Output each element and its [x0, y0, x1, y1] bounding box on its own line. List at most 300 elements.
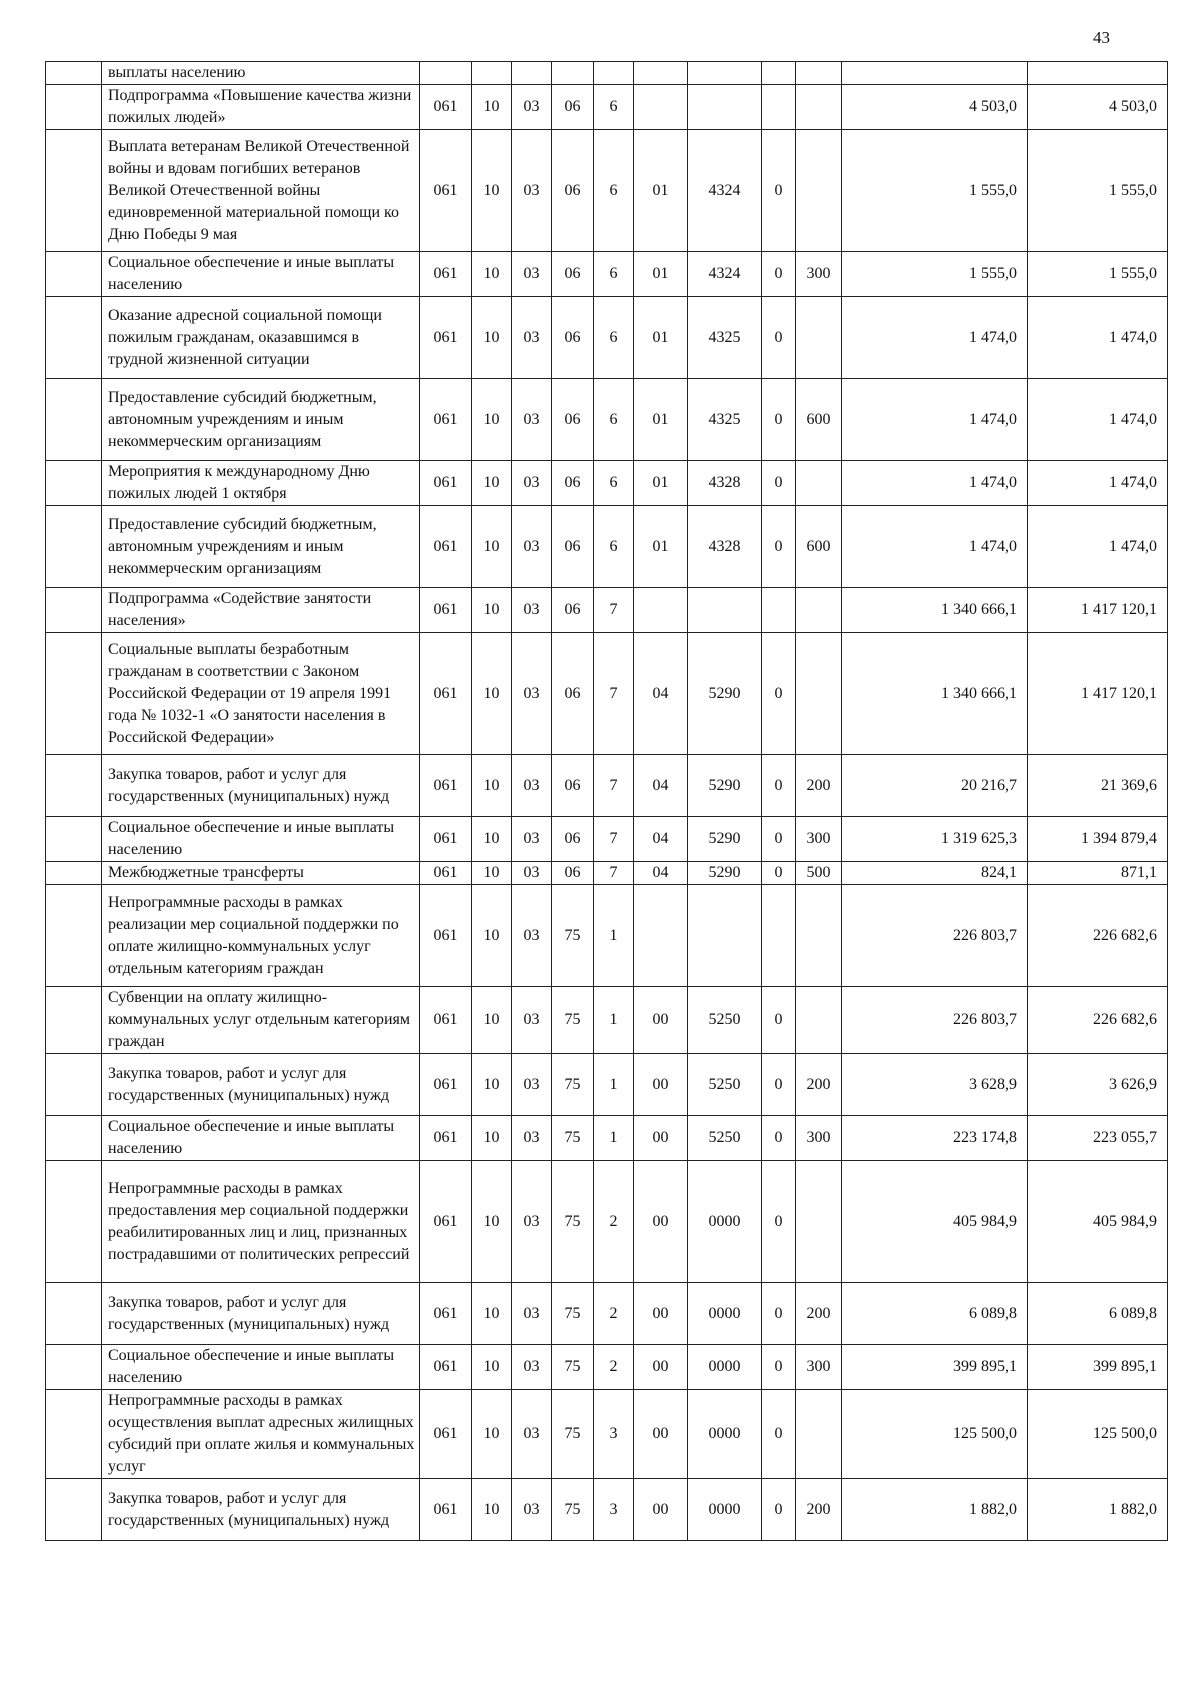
- subprogram-code: 7: [594, 817, 634, 862]
- table-row: [46, 506, 1168, 588]
- direction-code: 5250: [688, 987, 762, 1054]
- variant-code: 0: [762, 379, 796, 461]
- section-code: 10: [472, 1479, 512, 1541]
- direction-code: 0000: [688, 1390, 762, 1479]
- program-code: 75: [552, 1390, 594, 1479]
- program-code: 06: [552, 755, 594, 817]
- program-code: 06: [552, 252, 594, 297]
- row-blank-cell: [46, 1161, 102, 1283]
- amount-year-2: 1 394 879,4: [1028, 817, 1168, 862]
- expense-type-code: 200: [796, 1479, 842, 1541]
- activity-code: 04: [634, 633, 688, 755]
- direction-code: [688, 885, 762, 987]
- expense-type-code: 200: [796, 1283, 842, 1345]
- program-code: 75: [552, 1116, 594, 1161]
- amount-year-2: 6 089,8: [1028, 1283, 1168, 1345]
- row-blank-cell: [46, 130, 102, 252]
- ministry-code: 061: [420, 862, 472, 885]
- amount-year-1: 1 555,0: [842, 130, 1028, 252]
- subsection-code: 03: [512, 85, 552, 130]
- direction-code: 5250: [688, 1116, 762, 1161]
- row-description: Социальное обеспечение и иные выплаты населению: [102, 252, 420, 297]
- row-description: Оказание адресной социальной помощи пожилым гражданам, оказавшимся в трудной жизненной ситуации: [102, 297, 420, 379]
- ministry-code: 061: [420, 1116, 472, 1161]
- subsection-code: 03: [512, 1479, 552, 1541]
- direction-code: [688, 62, 762, 85]
- row-blank-cell: [46, 633, 102, 755]
- activity-code: 01: [634, 506, 688, 588]
- variant-code: 0: [762, 1054, 796, 1116]
- section-code: 10: [472, 588, 512, 633]
- direction-code: 5290: [688, 755, 762, 817]
- direction-code: 4325: [688, 379, 762, 461]
- subprogram-code: 1: [594, 1054, 634, 1116]
- subsection-code: 03: [512, 633, 552, 755]
- amount-year-2: 1 417 120,1: [1028, 588, 1168, 633]
- subsection-code: 03: [512, 987, 552, 1054]
- amount-year-1: 1 555,0: [842, 252, 1028, 297]
- activity-code: [634, 62, 688, 85]
- amount-year-2: [1028, 62, 1168, 85]
- ministry-code: 061: [420, 130, 472, 252]
- amount-year-2: 405 984,9: [1028, 1161, 1168, 1283]
- direction-code: 0000: [688, 1479, 762, 1541]
- amount-year-2: 1 417 120,1: [1028, 633, 1168, 755]
- row-description: Социальное обеспечение и иные выплаты населению: [102, 1345, 420, 1390]
- program-code: 75: [552, 1479, 594, 1541]
- amount-year-1: 20 216,7: [842, 755, 1028, 817]
- section-code: 10: [472, 1116, 512, 1161]
- section-code: 10: [472, 1390, 512, 1479]
- table-row: [46, 461, 1168, 506]
- subprogram-code: 1: [594, 987, 634, 1054]
- section-code: 10: [472, 506, 512, 588]
- row-blank-cell: [46, 252, 102, 297]
- amount-year-1: 399 895,1: [842, 1345, 1028, 1390]
- table-row: [46, 885, 1168, 987]
- program-code: 75: [552, 1161, 594, 1283]
- activity-code: 00: [634, 1116, 688, 1161]
- row-blank-cell: [46, 817, 102, 862]
- activity-code: 00: [634, 1390, 688, 1479]
- expense-type-code: 200: [796, 1054, 842, 1116]
- ministry-code: 061: [420, 1054, 472, 1116]
- subprogram-code: 3: [594, 1479, 634, 1541]
- ministry-code: 061: [420, 252, 472, 297]
- ministry-code: 061: [420, 85, 472, 130]
- amount-year-1: [842, 62, 1028, 85]
- amount-year-2: 1 882,0: [1028, 1479, 1168, 1541]
- table-row: [46, 252, 1168, 297]
- expense-type-code: [796, 85, 842, 130]
- amount-year-1: 3 628,9: [842, 1054, 1028, 1116]
- subprogram-code: 6: [594, 297, 634, 379]
- table-row: [46, 817, 1168, 862]
- section-code: 10: [472, 1345, 512, 1390]
- ministry-code: 061: [420, 755, 472, 817]
- activity-code: 00: [634, 1345, 688, 1390]
- table-row: [46, 755, 1168, 817]
- row-blank-cell: [46, 1390, 102, 1479]
- amount-year-2: 1 474,0: [1028, 297, 1168, 379]
- amount-year-1: 4 503,0: [842, 85, 1028, 130]
- section-code: 10: [472, 379, 512, 461]
- subprogram-code: 3: [594, 1390, 634, 1479]
- ministry-code: 061: [420, 817, 472, 862]
- program-code: 06: [552, 588, 594, 633]
- amount-year-2: 1 555,0: [1028, 252, 1168, 297]
- section-code: 10: [472, 885, 512, 987]
- subsection-code: 03: [512, 1283, 552, 1345]
- section-code: 10: [472, 817, 512, 862]
- amount-year-1: 405 984,9: [842, 1161, 1028, 1283]
- row-description: Закупка товаров, работ и услуг для государственных (муниципальных) нужд: [102, 1479, 420, 1541]
- variant-code: 0: [762, 817, 796, 862]
- direction-code: 5290: [688, 862, 762, 885]
- variant-code: 0: [762, 1345, 796, 1390]
- program-code: 06: [552, 461, 594, 506]
- amount-year-1: 824,1: [842, 862, 1028, 885]
- activity-code: [634, 85, 688, 130]
- ministry-code: 061: [420, 506, 472, 588]
- amount-year-1: 226 803,7: [842, 885, 1028, 987]
- activity-code: 04: [634, 817, 688, 862]
- table-row: [46, 62, 1168, 85]
- amount-year-1: 125 500,0: [842, 1390, 1028, 1479]
- subsection-code: 03: [512, 506, 552, 588]
- table-row: [46, 379, 1168, 461]
- direction-code: 5250: [688, 1054, 762, 1116]
- subsection-code: 03: [512, 755, 552, 817]
- ministry-code: 061: [420, 885, 472, 987]
- amount-year-1: 1 319 625,3: [842, 817, 1028, 862]
- expense-type-code: 300: [796, 1345, 842, 1390]
- row-blank-cell: [46, 1054, 102, 1116]
- amount-year-2: 1 474,0: [1028, 379, 1168, 461]
- subprogram-code: 7: [594, 633, 634, 755]
- program-code: 06: [552, 633, 594, 755]
- variant-code: 0: [762, 755, 796, 817]
- amount-year-2: 223 055,7: [1028, 1116, 1168, 1161]
- amount-year-1: 1 474,0: [842, 461, 1028, 506]
- section-code: 10: [472, 252, 512, 297]
- row-description: Социальное обеспечение и иные выплаты населению: [102, 817, 420, 862]
- row-blank-cell: [46, 588, 102, 633]
- program-code: 75: [552, 1283, 594, 1345]
- section-code: 10: [472, 297, 512, 379]
- row-blank-cell: [46, 1283, 102, 1345]
- amount-year-1: 1 340 666,1: [842, 588, 1028, 633]
- direction-code: 0000: [688, 1345, 762, 1390]
- expense-type-code: [796, 1390, 842, 1479]
- variant-code: [762, 885, 796, 987]
- variant-code: [762, 85, 796, 130]
- section-code: 10: [472, 1161, 512, 1283]
- section-code: 10: [472, 1283, 512, 1345]
- row-description: Закупка товаров, работ и услуг для государственных (муниципальных) нужд: [102, 1054, 420, 1116]
- activity-code: 01: [634, 461, 688, 506]
- expense-type-code: 500: [796, 862, 842, 885]
- subsection-code: 03: [512, 461, 552, 506]
- direction-code: 0000: [688, 1161, 762, 1283]
- table-row: [46, 987, 1168, 1054]
- ministry-code: 061: [420, 1283, 472, 1345]
- amount-year-1: 226 803,7: [842, 987, 1028, 1054]
- subsection-code: 03: [512, 1390, 552, 1479]
- table-row: [46, 1345, 1168, 1390]
- subsection-code: 03: [512, 297, 552, 379]
- direction-code: [688, 588, 762, 633]
- amount-year-2: 399 895,1: [1028, 1345, 1168, 1390]
- row-blank-cell: [46, 1345, 102, 1390]
- section-code: 10: [472, 130, 512, 252]
- program-code: 06: [552, 862, 594, 885]
- activity-code: 00: [634, 1161, 688, 1283]
- row-description: Выплата ветеранам Великой Отечественной войны и вдовам погибших ветеранов Великой Отечественной войны единовременной материальной помощи ко Дню Победы 9 мая: [102, 130, 420, 252]
- row-blank-cell: [46, 506, 102, 588]
- amount-year-2: 3 626,9: [1028, 1054, 1168, 1116]
- activity-code: 00: [634, 987, 688, 1054]
- variant-code: [762, 588, 796, 633]
- activity-code: [634, 588, 688, 633]
- expense-type-code: 200: [796, 755, 842, 817]
- direction-code: 0000: [688, 1283, 762, 1345]
- row-blank-cell: [46, 862, 102, 885]
- budget-table: [45, 61, 1168, 1541]
- table-body: [46, 62, 1168, 1541]
- row-description: Предоставление субсидий бюджетным, автономным учреждениям и иным некоммерческим организациям: [102, 506, 420, 588]
- program-code: 06: [552, 506, 594, 588]
- subsection-code: 03: [512, 252, 552, 297]
- row-description: Межбюджетные трансферты: [102, 862, 420, 885]
- amount-year-1: 1 474,0: [842, 506, 1028, 588]
- variant-code: 0: [762, 1116, 796, 1161]
- variant-code: 0: [762, 1161, 796, 1283]
- amount-year-2: 226 682,6: [1028, 885, 1168, 987]
- program-code: 75: [552, 987, 594, 1054]
- section-code: 10: [472, 461, 512, 506]
- table-row: [46, 1283, 1168, 1345]
- section-code: 10: [472, 1054, 512, 1116]
- variant-code: 0: [762, 252, 796, 297]
- program-code: 06: [552, 130, 594, 252]
- row-description: Социальное обеспечение и иные выплаты населению: [102, 1116, 420, 1161]
- program-code: [552, 62, 594, 85]
- program-code: 75: [552, 1345, 594, 1390]
- subsection-code: 03: [512, 817, 552, 862]
- expense-type-code: [796, 130, 842, 252]
- ministry-code: 061: [420, 588, 472, 633]
- subsection-code: 03: [512, 1161, 552, 1283]
- ministry-code: 061: [420, 297, 472, 379]
- activity-code: 00: [634, 1054, 688, 1116]
- variant-code: 0: [762, 1283, 796, 1345]
- row-blank-cell: [46, 1479, 102, 1541]
- activity-code: 00: [634, 1479, 688, 1541]
- subprogram-code: [594, 62, 634, 85]
- variant-code: 0: [762, 987, 796, 1054]
- row-blank-cell: [46, 885, 102, 987]
- expense-type-code: [796, 1161, 842, 1283]
- variant-code: 0: [762, 633, 796, 755]
- amount-year-1: 1 474,0: [842, 379, 1028, 461]
- subprogram-code: 1: [594, 1116, 634, 1161]
- variant-code: 0: [762, 297, 796, 379]
- subsection-code: 03: [512, 379, 552, 461]
- table-row: [46, 1479, 1168, 1541]
- ministry-code: 061: [420, 461, 472, 506]
- table-row: [46, 1390, 1168, 1479]
- subprogram-code: 6: [594, 130, 634, 252]
- expense-type-code: [796, 588, 842, 633]
- table-row: [46, 1161, 1168, 1283]
- expense-type-code: [796, 461, 842, 506]
- subprogram-code: 6: [594, 461, 634, 506]
- row-description: Непрограммные расходы в рамках осуществления выплат адресных жилищных субсидий при оплате жилья и коммунальных услуг: [102, 1390, 420, 1479]
- program-code: 06: [552, 297, 594, 379]
- row-description: Подпрограмма «Содействие занятости населения»: [102, 588, 420, 633]
- expense-type-code: [796, 987, 842, 1054]
- ministry-code: 061: [420, 379, 472, 461]
- row-description: Непрограммные расходы в рамках реализации мер социальной поддержки по оплате жилищно-коммунальных услуг отдельным категориям граждан: [102, 885, 420, 987]
- amount-year-2: 1 474,0: [1028, 506, 1168, 588]
- section-code: [472, 62, 512, 85]
- direction-code: 4324: [688, 130, 762, 252]
- table-row: [46, 633, 1168, 755]
- row-blank-cell: [46, 62, 102, 85]
- program-code: 75: [552, 885, 594, 987]
- ministry-code: 061: [420, 1390, 472, 1479]
- table-row: [46, 297, 1168, 379]
- activity-code: 01: [634, 379, 688, 461]
- activity-code: 01: [634, 130, 688, 252]
- row-blank-cell: [46, 755, 102, 817]
- table-row: [46, 85, 1168, 130]
- subsection-code: 03: [512, 130, 552, 252]
- subprogram-code: 7: [594, 862, 634, 885]
- ministry-code: 061: [420, 1479, 472, 1541]
- row-description: выплаты населению: [102, 62, 420, 85]
- row-description: Социальные выплаты безработным гражданам в соответствии с Законом Российской Федерации от 19 апреля 1991 года № 1032-1 «О занятости населения в Российской Федерации»: [102, 633, 420, 755]
- row-blank-cell: [46, 379, 102, 461]
- subprogram-code: 6: [594, 252, 634, 297]
- row-description: Субвенции на оплату жилищно-коммунальных услуг отдельным категориям граждан: [102, 987, 420, 1054]
- row-blank-cell: [46, 297, 102, 379]
- row-blank-cell: [46, 987, 102, 1054]
- subprogram-code: 6: [594, 85, 634, 130]
- amount-year-1: 1 340 666,1: [842, 633, 1028, 755]
- direction-code: 4328: [688, 461, 762, 506]
- subsection-code: 03: [512, 588, 552, 633]
- subsection-code: 03: [512, 1116, 552, 1161]
- expense-type-code: [796, 297, 842, 379]
- activity-code: 01: [634, 252, 688, 297]
- subprogram-code: 2: [594, 1161, 634, 1283]
- subprogram-code: 2: [594, 1345, 634, 1390]
- expense-type-code: [796, 62, 842, 85]
- activity-code: 00: [634, 1283, 688, 1345]
- direction-code: [688, 85, 762, 130]
- subprogram-code: 1: [594, 885, 634, 987]
- activity-code: [634, 885, 688, 987]
- row-description: Закупка товаров, работ и услуг для государственных (муниципальных) нужд: [102, 1283, 420, 1345]
- table-row: [46, 862, 1168, 885]
- amount-year-2: 226 682,6: [1028, 987, 1168, 1054]
- expense-type-code: 300: [796, 817, 842, 862]
- direction-code: 4328: [688, 506, 762, 588]
- direction-code: 5290: [688, 817, 762, 862]
- section-code: 10: [472, 633, 512, 755]
- variant-code: 0: [762, 862, 796, 885]
- subprogram-code: 2: [594, 1283, 634, 1345]
- program-code: 06: [552, 379, 594, 461]
- expense-type-code: [796, 885, 842, 987]
- row-description: Закупка товаров, работ и услуг для государственных (муниципальных) нужд: [102, 755, 420, 817]
- expense-type-code: 600: [796, 379, 842, 461]
- row-description: Предоставление субсидий бюджетным, автономным учреждениям и иным некоммерческим организациям: [102, 379, 420, 461]
- page-number: 43: [1093, 28, 1110, 47]
- activity-code: 01: [634, 297, 688, 379]
- program-code: 06: [552, 817, 594, 862]
- subsection-code: 03: [512, 862, 552, 885]
- variant-code: 0: [762, 1390, 796, 1479]
- expense-type-code: 300: [796, 1116, 842, 1161]
- amount-year-2: 1 555,0: [1028, 130, 1168, 252]
- subprogram-code: 6: [594, 379, 634, 461]
- activity-code: 04: [634, 862, 688, 885]
- amount-year-1: 1 474,0: [842, 297, 1028, 379]
- section-code: 10: [472, 987, 512, 1054]
- row-blank-cell: [46, 1116, 102, 1161]
- ministry-code: 061: [420, 1345, 472, 1390]
- direction-code: 4324: [688, 252, 762, 297]
- row-blank-cell: [46, 461, 102, 506]
- amount-year-1: 6 089,8: [842, 1283, 1028, 1345]
- program-code: 75: [552, 1054, 594, 1116]
- ministry-code: [420, 62, 472, 85]
- direction-code: 5290: [688, 633, 762, 755]
- program-code: 06: [552, 85, 594, 130]
- section-code: 10: [472, 85, 512, 130]
- amount-year-2: 125 500,0: [1028, 1390, 1168, 1479]
- table-row: [46, 1054, 1168, 1116]
- variant-code: 0: [762, 506, 796, 588]
- table-row: [46, 588, 1168, 633]
- subprogram-code: 7: [594, 755, 634, 817]
- expense-type-code: 300: [796, 252, 842, 297]
- section-code: 10: [472, 755, 512, 817]
- amount-year-2: 21 369,6: [1028, 755, 1168, 817]
- subprogram-code: 7: [594, 588, 634, 633]
- amount-year-2: 1 474,0: [1028, 461, 1168, 506]
- subsection-code: [512, 62, 552, 85]
- variant-code: [762, 62, 796, 85]
- row-description: Подпрограмма «Повышение качества жизни пожилых людей»: [102, 85, 420, 130]
- row-blank-cell: [46, 85, 102, 130]
- table-row: [46, 1116, 1168, 1161]
- activity-code: 04: [634, 755, 688, 817]
- variant-code: 0: [762, 461, 796, 506]
- amount-year-2: 871,1: [1028, 862, 1168, 885]
- row-description: Непрограммные расходы в рамках предоставления мер социальной поддержки реабилитированных лиц и лиц, признанных пострадавшими от политических репрессий: [102, 1161, 420, 1283]
- subprogram-code: 6: [594, 506, 634, 588]
- subsection-code: 03: [512, 1054, 552, 1116]
- subsection-code: 03: [512, 1345, 552, 1390]
- subsection-code: 03: [512, 885, 552, 987]
- amount-year-1: 1 882,0: [842, 1479, 1028, 1541]
- section-code: 10: [472, 862, 512, 885]
- table-row: [46, 130, 1168, 252]
